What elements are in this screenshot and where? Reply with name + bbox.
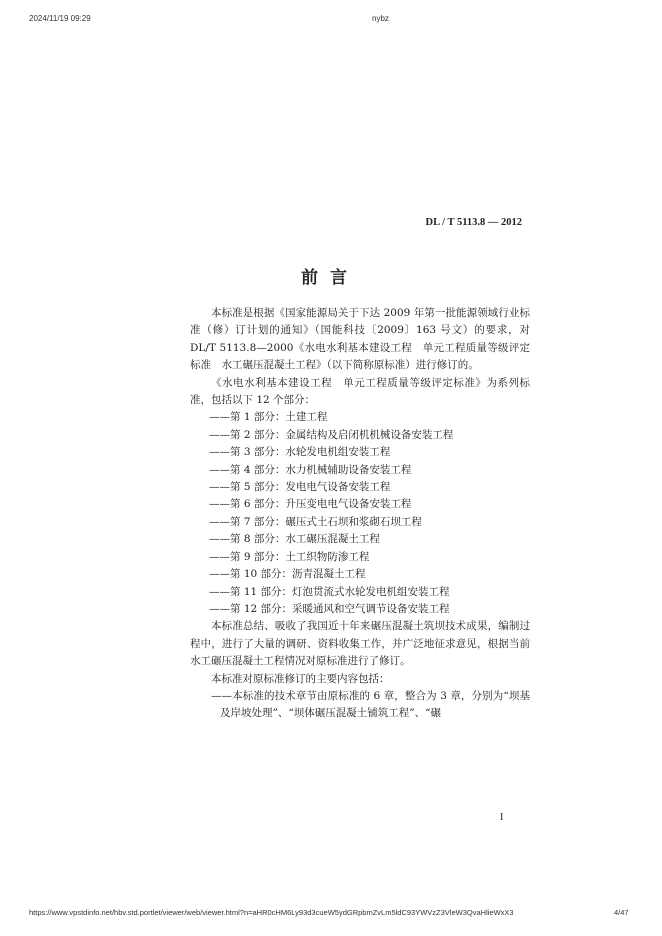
print-url: https://www.vpstdinfo.net/hbv.std.portlet/viewer/web/viewer.html?n=aHR0cHM6Ly93d3cueW5ydGRpbmZvLm5ldC93YWVzZ3VleW3QvaHlieWxX3 [29,908,514,917]
summary-paragraph: 本标准总结、吸收了我国近十年来碾压混凝土筑坝技术成果，编制过程中，进行了大量的调研、资料收集工作，并广泛地征求意见，根据当前水工碾压混凝土工程情况对原标准进行了修订。 [190,620,530,668]
list-item: ——第 8 部分：水工碾压混凝土工程 [209,533,380,546]
revision-item: ——本标准的技术章节由原标准的 6 章，整合为 3 章，分别为“坝基及岸坡处理”、“坝体碾压混凝土铺筑工程”、“碾 [211,689,530,720]
print-site-name: nybz [372,14,389,23]
parts-list [190,409,530,618]
list-item: ——第 11 部分：灯泡贯流式水轮发电机组安装工程 [209,585,450,598]
series-intro-paragraph: 《水电水利基本建设工程 单元工程质量等级评定标准》为系列标准，包括以下 12 个部分： [190,376,530,407]
standard-code: DL / T 5113.8 — 2012 [425,217,522,228]
print-page-counter: 4/47 [614,908,629,917]
print-header [0,14,662,28]
list-item: ——第 6 部分：升压变电电气设备安装工程 [209,498,412,511]
revision-intro-paragraph: 本标准对原标准修订的主要内容包括： [211,672,390,685]
document-body [190,305,530,723]
intro-paragraph: 本标准是根据《国家能源局关于下达 2009 年第一批能源领域行业标准（修）订计划的通知》（国能科技〔2009〕163 号文）的要求，对 DL/T 5113.8—2000《水电水利基本建设工程 单元工程质量等级评定标准 水工碾压混凝土工程》（以下简称原标准）进行修订的。 [190,307,530,372]
list-item: ——第 4 部分：水力机械辅助设备安装工程 [209,463,412,476]
page-number: I [500,812,504,823]
list-item: ——第 9 部分：土工织物防渗工程 [209,550,370,563]
list-item: ——第 2 部分：金属结构及启闭机机械设备安装工程 [209,428,454,441]
list-item: ——第 1 部分：土建工程 [209,411,328,424]
list-item: ——第 7 部分：碾压式土石坝和浆砌石坝工程 [209,515,422,528]
page-title: 前言 [301,268,359,288]
print-datetime: 2024/11/19 09:29 [29,14,91,23]
list-item: ——第 3 部分：水轮发电机组安装工程 [209,446,391,459]
list-item: ——第 12 部分：采暖通风和空气调节设备安装工程 [209,602,450,615]
list-item: ——第 10 部分：沥青混凝土工程 [209,568,366,581]
list-item: ——第 5 部分：发电电气设备安装工程 [209,481,391,494]
print-footer [0,908,662,922]
